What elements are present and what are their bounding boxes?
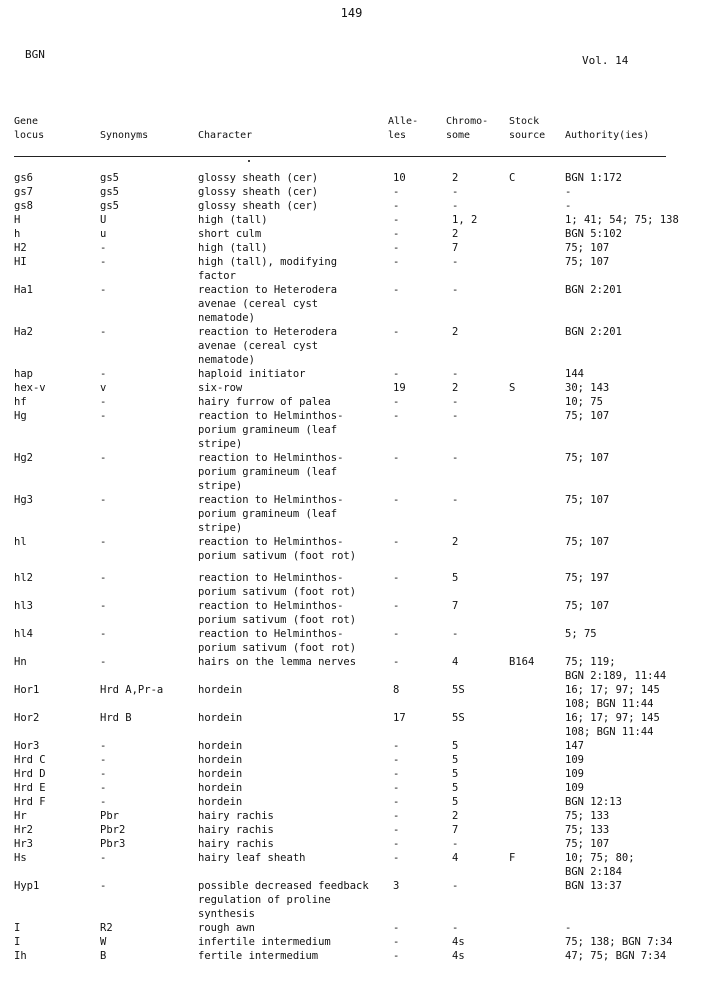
alleles-cell: -: [393, 186, 400, 198]
synonyms-cell: -: [100, 410, 107, 422]
col-character: Character: [198, 130, 253, 141]
character-cell: hordein: [198, 782, 243, 794]
gene-locus-cell: hf: [14, 396, 27, 408]
chromosome-cell: -: [452, 410, 459, 422]
character-cell: reaction to Heterodera avenae (cereal cyst nematode): [198, 326, 338, 366]
stock-source-cell: S: [509, 382, 516, 394]
gene-locus-cell: H: [14, 214, 21, 226]
character-cell: glossy sheath (cer): [198, 172, 319, 184]
character-cell: hordein: [198, 684, 243, 696]
gene-locus-cell: hex-v: [14, 382, 46, 394]
synonyms-cell: Pbr: [100, 810, 119, 822]
chromosome-cell: 4s: [452, 936, 465, 948]
chromosome-cell: 2: [452, 326, 459, 338]
synonyms-cell: U: [100, 214, 107, 226]
alleles-cell: -: [393, 536, 400, 548]
synonyms-cell: -: [100, 452, 107, 464]
authority-cell: BGN 1:172: [565, 172, 622, 184]
chromosome-cell: 7: [452, 824, 459, 836]
character-cell: possible decreased feedback regulation of proline synthesis: [198, 880, 369, 920]
synonyms-cell: -: [100, 326, 107, 338]
gene-locus-cell: Hrd E: [14, 782, 46, 794]
stock-source-cell: B164: [509, 656, 535, 668]
col-gene-locus: Gene locus: [14, 116, 45, 141]
chromosome-cell: -: [452, 396, 459, 408]
character-cell: reaction to Helminthos- porium sativum (foot rot): [198, 628, 357, 654]
alleles-cell: -: [393, 214, 400, 226]
character-cell: reaction to Helminthos- porium gramineum (leaf stripe): [198, 410, 344, 450]
authority-cell: 47; 75; BGN 7:34: [565, 950, 667, 962]
authority-cell: 75; 107: [565, 494, 610, 506]
synonyms-cell: -: [100, 852, 107, 864]
synonyms-cell: Hrd B: [100, 712, 132, 724]
authority-cell: 75; 107: [565, 256, 610, 268]
gene-locus-cell: hl: [14, 536, 27, 548]
volume-label: Vol. 14: [582, 54, 629, 67]
gene-locus-cell: Hg: [14, 410, 27, 422]
chromosome-cell: 5S: [452, 712, 465, 724]
authority-cell: 147: [565, 740, 584, 752]
gene-locus-cell: hl4: [14, 628, 33, 640]
character-cell: hairy rachis: [198, 838, 274, 850]
authority-cell: -: [565, 922, 572, 934]
chromosome-cell: -: [452, 256, 459, 268]
character-cell: reaction to Heterodera avenae (cereal cyst nematode): [198, 284, 338, 324]
character-cell: short culm: [198, 228, 262, 240]
character-cell: high (tall), modifying factor: [198, 256, 338, 282]
alleles-cell: -: [393, 242, 400, 254]
alleles-cell: -: [393, 368, 400, 380]
authority-cell: 144: [565, 368, 584, 380]
authority-cell: BGN 12:13: [565, 796, 622, 808]
synonyms-cell: -: [100, 494, 107, 506]
table-header: [0, 115, 703, 145]
gene-locus-cell: Hr: [14, 810, 27, 822]
synonyms-cell: -: [100, 536, 107, 548]
synonyms-cell: R2: [100, 922, 113, 934]
synonyms-cell: Pbr2: [100, 824, 126, 836]
chromosome-cell: 7: [452, 600, 459, 612]
chromosome-cell: 5: [452, 754, 459, 766]
chromosome-cell: 2: [452, 536, 459, 548]
synonyms-cell: -: [100, 796, 107, 808]
synonyms-cell: v: [100, 382, 107, 394]
alleles-cell: -: [393, 452, 400, 464]
gene-locus-cell: Ha1: [14, 284, 33, 296]
authority-cell: 16; 17; 97; 145 108; BGN 11:44: [565, 712, 660, 738]
alleles-cell: -: [393, 852, 400, 864]
alleles-cell: -: [393, 782, 400, 794]
alleles-cell: -: [393, 256, 400, 268]
chromosome-cell: 4s: [452, 950, 465, 962]
character-cell: hairs on the lemma nerves: [198, 656, 357, 668]
synonyms-cell: -: [100, 768, 107, 780]
authority-cell: 109: [565, 754, 584, 766]
journal-abbrev: BGN: [25, 48, 45, 61]
synonyms-cell: -: [100, 782, 107, 794]
gene-locus-cell: I: [14, 936, 21, 948]
authority-cell: 75; 133: [565, 810, 610, 822]
chromosome-cell: -: [452, 368, 459, 380]
authority-cell: -: [565, 200, 572, 212]
gene-locus-cell: gs8: [14, 200, 33, 212]
chromosome-cell: 2: [452, 810, 459, 822]
gene-locus-cell: Hor1: [14, 684, 40, 696]
col-synonyms: Synonyms: [100, 130, 149, 141]
chromosome-cell: 5: [452, 740, 459, 752]
authority-cell: BGN 5:102: [565, 228, 622, 240]
speck: [248, 160, 250, 162]
alleles-cell: -: [393, 656, 400, 668]
gene-locus-cell: hl2: [14, 572, 33, 584]
synonyms-cell: -: [100, 242, 107, 254]
alleles-cell: -: [393, 600, 400, 612]
chromosome-cell: 1, 2: [452, 214, 478, 226]
chromosome-cell: -: [452, 186, 459, 198]
alleles-cell: -: [393, 824, 400, 836]
authority-cell: 75; 107: [565, 242, 610, 254]
synonyms-cell: gs5: [100, 200, 119, 212]
character-cell: high (tall): [198, 214, 268, 226]
gene-locus-cell: gs6: [14, 172, 33, 184]
gene-locus-cell: Hyp1: [14, 880, 40, 892]
character-cell: reaction to Helminthos- porium gramineum (leaf stripe): [198, 494, 344, 534]
synonyms-cell: gs5: [100, 172, 119, 184]
character-cell: reaction to Helminthos- porium sativum (foot rot): [198, 536, 357, 562]
synonyms-cell: W: [100, 936, 107, 948]
gene-locus-cell: Ha2: [14, 326, 33, 338]
alleles-cell: -: [393, 396, 400, 408]
chromosome-cell: 5: [452, 782, 459, 794]
authority-cell: 5; 75: [565, 628, 597, 640]
character-cell: high (tall): [198, 242, 268, 254]
character-cell: haploid initiator: [198, 368, 306, 380]
alleles-cell: 3: [393, 880, 400, 892]
authority-cell: 75; 119; BGN 2:189, 11:44: [565, 656, 667, 682]
character-cell: fertile intermedium: [198, 950, 319, 962]
character-cell: infertile intermedium: [198, 936, 331, 948]
stock-source-cell: C: [509, 172, 516, 184]
authority-cell: 30; 143: [565, 382, 610, 394]
authority-cell: 10; 75; 80; BGN 2:184: [565, 852, 635, 878]
chromosome-cell: -: [452, 628, 459, 640]
chromosome-cell: 2: [452, 228, 459, 240]
alleles-cell: -: [393, 796, 400, 808]
chromosome-cell: -: [452, 922, 459, 934]
authority-cell: 16; 17; 97; 145 108; BGN 11:44: [565, 684, 660, 710]
synonyms-cell: -: [100, 396, 107, 408]
chromosome-cell: 5: [452, 572, 459, 584]
gene-locus-cell: Hr3: [14, 838, 33, 850]
authority-cell: 109: [565, 768, 584, 780]
chromosome-cell: 5S: [452, 684, 465, 696]
chromosome-cell: -: [452, 838, 459, 850]
authority-cell: BGN 2:201: [565, 284, 622, 296]
alleles-cell: -: [393, 628, 400, 640]
chromosome-cell: -: [452, 494, 459, 506]
gene-locus-cell: Hs: [14, 852, 27, 864]
chromosome-cell: -: [452, 200, 459, 212]
authority-cell: 10; 75: [565, 396, 603, 408]
alleles-cell: -: [393, 922, 400, 934]
alleles-cell: -: [393, 810, 400, 822]
alleles-cell: 19: [393, 382, 406, 394]
authority-cell: 75; 133: [565, 824, 610, 836]
character-cell: reaction to Helminthos- porium sativum (foot rot): [198, 572, 357, 598]
alleles-cell: 17: [393, 712, 406, 724]
alleles-cell: -: [393, 410, 400, 422]
chromosome-cell: -: [452, 452, 459, 464]
gene-locus-cell: gs7: [14, 186, 33, 198]
gene-locus-cell: Hor2: [14, 712, 40, 724]
character-cell: hairy rachis: [198, 824, 274, 836]
synonyms-cell: gs5: [100, 186, 119, 198]
character-cell: hairy furrow of palea: [198, 396, 331, 408]
gene-locus-cell: Hn: [14, 656, 27, 668]
synonyms-cell: Pbr3: [100, 838, 126, 850]
character-cell: reaction to Helminthos- porium sativum (foot rot): [198, 600, 357, 626]
character-cell: hordein: [198, 796, 243, 808]
character-cell: hordein: [198, 712, 243, 724]
chromosome-cell: 4: [452, 656, 459, 668]
alleles-cell: -: [393, 228, 400, 240]
synonyms-cell: -: [100, 284, 107, 296]
authority-cell: 75; 197: [565, 572, 610, 584]
synonyms-cell: -: [100, 754, 107, 766]
chromosome-cell: -: [452, 284, 459, 296]
gene-locus-cell: Hr2: [14, 824, 33, 836]
synonyms-cell: -: [100, 256, 107, 268]
gene-locus-cell: Hrd C: [14, 754, 46, 766]
col-chromosome: Chromo- some: [446, 116, 489, 141]
synonyms-cell: -: [100, 368, 107, 380]
col-alleles: Alle- les: [388, 116, 419, 141]
character-cell: six-row: [198, 382, 243, 394]
col-authorities: Authority(ies): [565, 130, 650, 141]
gene-locus-cell: Ih: [14, 950, 27, 962]
alleles-cell: -: [393, 572, 400, 584]
alleles-cell: -: [393, 754, 400, 766]
synonyms-cell: Hrd A,Pr-a: [100, 684, 164, 696]
alleles-cell: -: [393, 326, 400, 338]
character-cell: hairy rachis: [198, 810, 274, 822]
character-cell: hordein: [198, 754, 243, 766]
character-cell: rough awn: [198, 922, 255, 934]
authority-cell: BGN 2:201: [565, 326, 622, 338]
gene-locus-cell: hl3: [14, 600, 33, 612]
chromosome-cell: 2: [452, 172, 459, 184]
authority-cell: 75; 107: [565, 410, 610, 422]
alleles-cell: -: [393, 838, 400, 850]
chromosome-cell: 7: [452, 242, 459, 254]
gene-locus-cell: Hg3: [14, 494, 33, 506]
character-cell: reaction to Helminthos- porium gramineum (leaf stripe): [198, 452, 344, 492]
col-stock-source: Stock source: [509, 116, 546, 141]
character-cell: glossy sheath (cer): [198, 186, 319, 198]
synonyms-cell: -: [100, 572, 107, 584]
synonyms-cell: -: [100, 656, 107, 668]
chromosome-cell: 5: [452, 796, 459, 808]
authority-cell: 109: [565, 782, 584, 794]
synonyms-cell: -: [100, 880, 107, 892]
alleles-cell: -: [393, 200, 400, 212]
chromosome-cell: 2: [452, 382, 459, 394]
alleles-cell: -: [393, 494, 400, 506]
synonyms-cell: B: [100, 950, 107, 962]
alleles-cell: -: [393, 936, 400, 948]
authority-cell: 75; 107: [565, 838, 610, 850]
gene-locus-cell: Hor3: [14, 740, 40, 752]
authority-cell: 1; 41; 54; 75; 138: [565, 214, 679, 226]
synonyms-cell: -: [100, 740, 107, 752]
gene-locus-cell: Hrd D: [14, 768, 46, 780]
character-cell: hordein: [198, 740, 243, 752]
authority-cell: 75; 138; BGN 7:34: [565, 936, 673, 948]
alleles-cell: 8: [393, 684, 400, 696]
page-number: 149: [340, 6, 363, 20]
authority-cell: 75; 107: [565, 600, 610, 612]
alleles-cell: -: [393, 768, 400, 780]
synonyms-cell: -: [100, 600, 107, 612]
synonyms-cell: u: [100, 228, 107, 240]
chromosome-cell: 4: [452, 852, 459, 864]
gene-locus-cell: hap: [14, 368, 33, 380]
synonyms-cell: -: [100, 628, 107, 640]
authority-cell: BGN 13:37: [565, 880, 622, 892]
chromosome-cell: -: [452, 880, 459, 892]
gene-locus-cell: h: [14, 228, 21, 240]
authority-cell: 75; 107: [565, 536, 610, 548]
character-cell: hairy leaf sheath: [198, 852, 306, 864]
stock-source-cell: F: [509, 852, 516, 864]
alleles-cell: -: [393, 950, 400, 962]
alleles-cell: -: [393, 284, 400, 296]
gene-locus-cell: Hrd F: [14, 796, 46, 808]
alleles-cell: -: [393, 740, 400, 752]
character-cell: hordein: [198, 768, 243, 780]
chromosome-cell: 5: [452, 768, 459, 780]
character-cell: glossy sheath (cer): [198, 200, 319, 212]
gene-locus-cell: H2: [14, 242, 27, 254]
authority-cell: 75; 107: [565, 452, 610, 464]
authority-cell: -: [565, 186, 572, 198]
gene-locus-cell: Hg2: [14, 452, 33, 464]
alleles-cell: 10: [393, 172, 406, 184]
gene-locus-cell: I: [14, 922, 21, 934]
header-rule: [14, 156, 666, 157]
gene-locus-cell: HI: [14, 256, 27, 268]
